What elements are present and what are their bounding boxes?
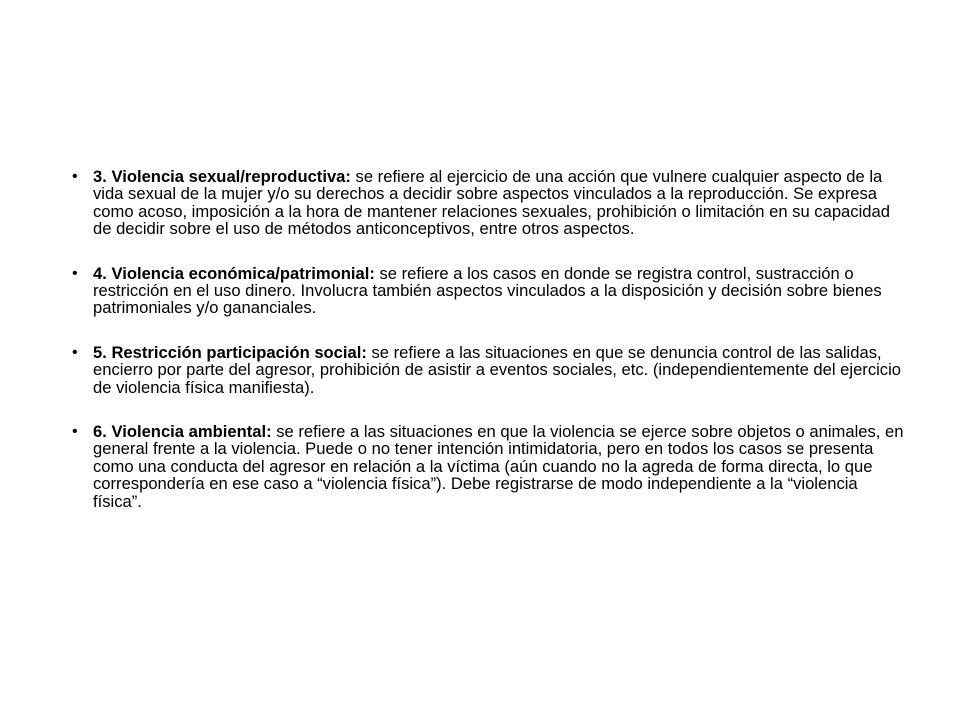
item-text: se refiere a las situaciones en que la violencia se ejerce sobre objetos o animales, en general frente a la violencia. Puede o no tener intención intimidatoria, pero en todos los casos se presenta como una conducta del agresor en relación a la víctima (aún cuando no la agreda de forma directa, lo que correspondería en ese caso a “violencia física”). Debe registrarse de modo independiente a la “violencia física”.: [93, 422, 904, 511]
item-title: 4. Violencia económica/patrimonial:: [93, 263, 375, 283]
item-text: se refiere al ejercicio de una acción que vulnere cualquier aspecto de la vida sexual de la mujer y/o su derechos a decidir sobre aspectos vinculados a la reproducción. Se expresa como acoso, imposición a la hora de mantener relaciones sexuales, prohibición o limitación en su capacidad de decidir sobre el uso de métodos anticonceptivos, entre otros aspectos.: [93, 167, 890, 239]
bullet-icon: •: [72, 423, 78, 441]
bullet-icon: •: [72, 168, 78, 185]
bullet-list: [72, 168, 908, 510]
item-title: 6. Violencia ambiental:: [93, 422, 272, 442]
item-title: 3. Violencia sexual/reproductiva:: [93, 167, 351, 186]
bullet-item-social-restriction: [72, 344, 908, 396]
bullet-icon: •: [72, 264, 78, 282]
bullet-item-economic-violence: [72, 265, 908, 317]
item-text: se refiere a los casos en donde se registra control, sustracción o restricción en el uso dinero. Involucra también aspectos vinculados a la disposición y decisión sobre bienes patrimoniales y/o gananciales.: [93, 263, 882, 318]
bullet-item-environmental-violence: [72, 423, 908, 510]
bullet-icon: •: [72, 343, 78, 361]
bullet-item-sexual-violence: [72, 168, 908, 238]
item-text: se refiere a las situaciones en que se denuncia control de las salidas, encierro por parte del agresor, prohibición de asistir a eventos sociales, etc. (independientemente del ejercicio de violencia física manifiesta).: [93, 342, 902, 397]
item-title: 5. Restricción participación social:: [93, 342, 367, 362]
